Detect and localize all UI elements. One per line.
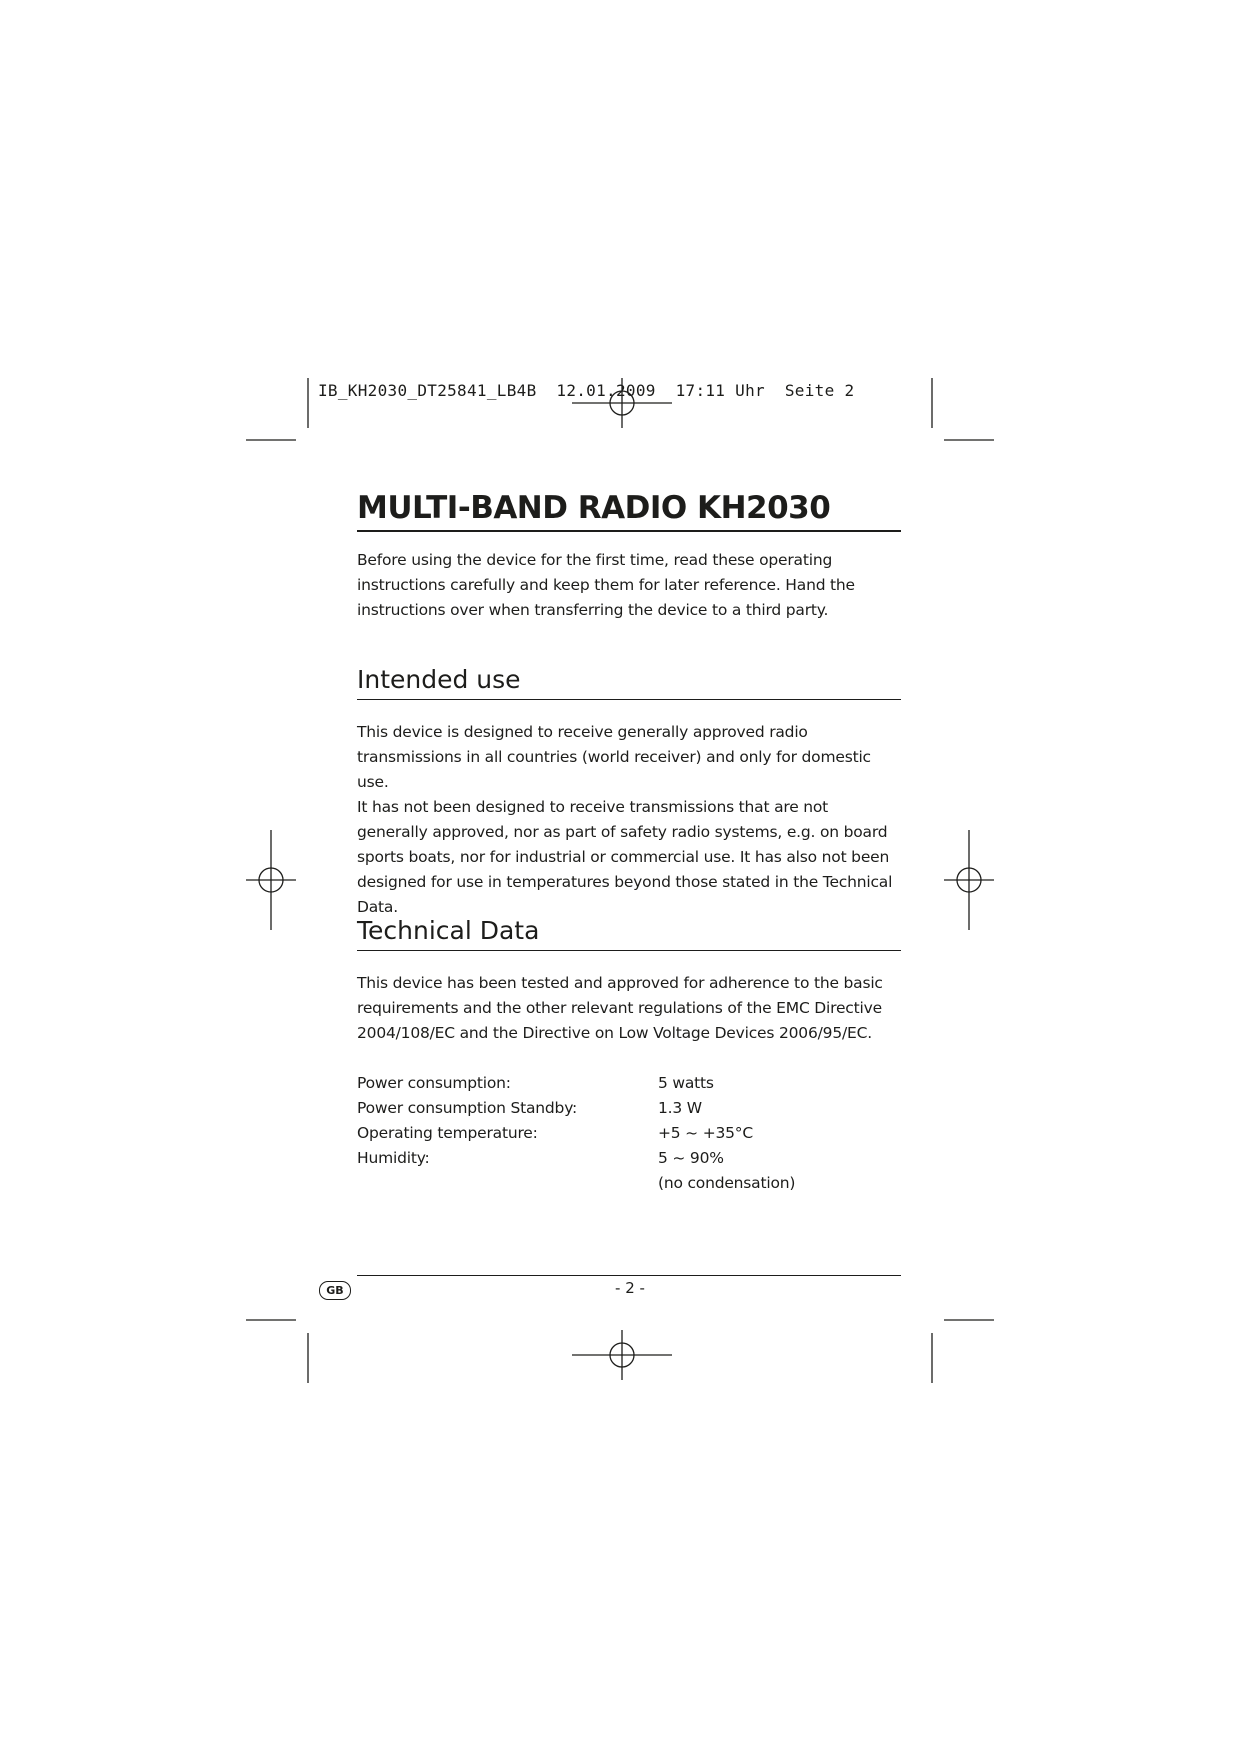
country-badge: GB: [319, 1281, 351, 1300]
page-title: MULTI-BAND RADIO KH2030: [357, 490, 901, 532]
intended-use-heading: Intended use: [357, 664, 901, 700]
spec-label: Operating temperature:: [357, 1124, 538, 1142]
spec-value: (no condensation): [658, 1174, 796, 1192]
title-block: [357, 490, 901, 532]
spec-value: 1.3 W: [658, 1099, 702, 1117]
intro-paragraph: Before using the device for the first time, read these operating instructions carefully and keep them for later reference. Hand the instructions over when transferring the device to a third party.: [357, 551, 855, 619]
spec-value: 5 ~ 90%: [658, 1149, 724, 1167]
spec-row: [357, 1071, 901, 1096]
intro-block: [357, 548, 901, 623]
intended-use-paragraph-1: This device is designed to receive generally approved radio transmissions in all countries (world receiver) and only for domestic use.: [357, 723, 871, 791]
footer-divider: [357, 1275, 901, 1276]
spec-label: [357, 1171, 658, 1196]
intended-use-section: [357, 664, 901, 920]
spec-list: [357, 1071, 901, 1196]
spec-label: Humidity:: [357, 1149, 430, 1167]
spec-value: +5 ~ +35°C: [658, 1124, 753, 1142]
spec-row: [357, 1121, 901, 1146]
print-slug: IB_KH2030_DT25841_LB4B 12.01.2009 17:11 Uhr Seite 2: [318, 381, 855, 400]
spec-label: Power consumption:: [357, 1074, 511, 1092]
page-number: - 2 -: [615, 1279, 645, 1297]
spec-value: 5 watts: [658, 1074, 714, 1092]
spec-label: Power consumption Standby:: [357, 1099, 578, 1117]
spec-row: [357, 1146, 901, 1171]
technical-data-section: [357, 915, 901, 1196]
intended-use-paragraph-2: It has not been designed to receive transmissions that are not generally approved, nor as part of safety radio systems, e.g. on board sports boats, nor for industrial or commercial use. It has also not been designed for use in temperatures beyond those stated in the Technical Data.: [357, 798, 893, 916]
technical-data-paragraph: This device has been tested and approved for adherence to the basic requirements and the other relevant regulations of the EMC Directive 2004/108/EC and the Directive on Low Voltage Devices 2006/95/EC.: [357, 974, 883, 1042]
technical-data-heading: Technical Data: [357, 915, 901, 951]
spec-row: [357, 1171, 901, 1196]
spec-row: [357, 1096, 901, 1121]
